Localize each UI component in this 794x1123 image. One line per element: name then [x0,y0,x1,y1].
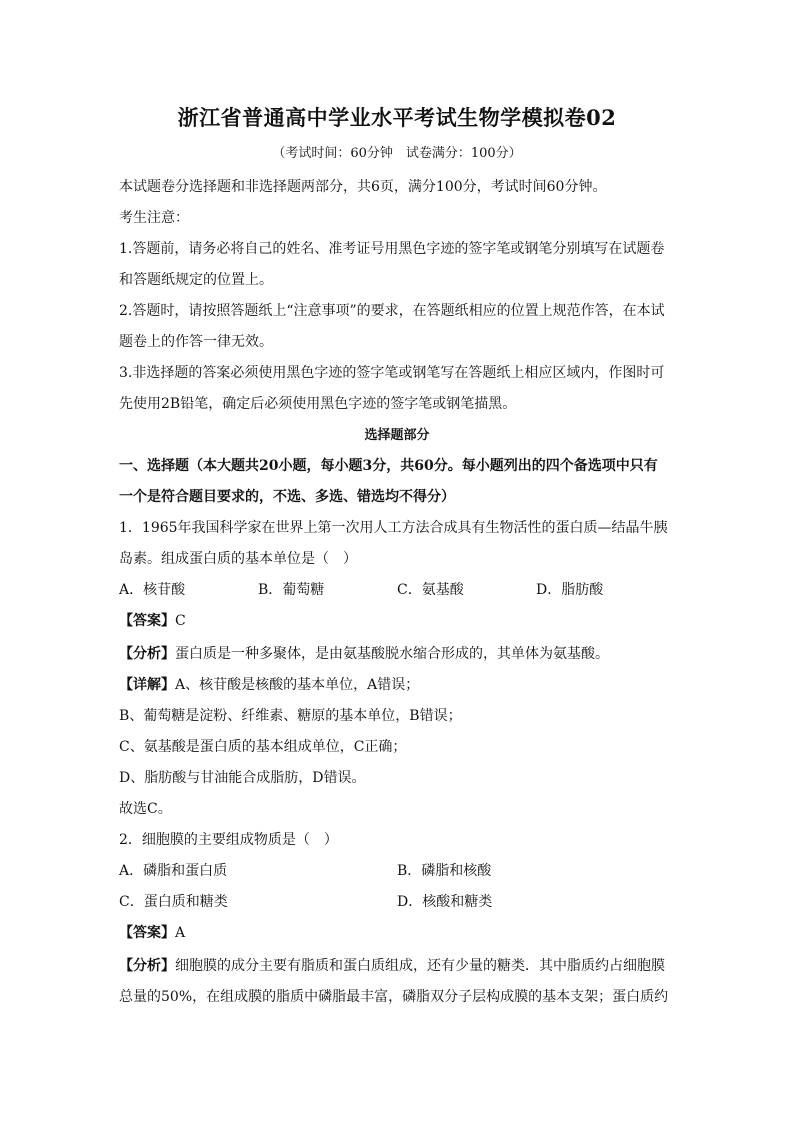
question-2-stem: 2．细胞膜的主要组成物质是（ ） [119,832,338,848]
page-title: 浙江省普通高中学业水平考试生物学模拟卷02 [177,105,617,130]
notice-item-3-line-1: 3.非选择题的答案必须使用黑色字迹的签字笔或钢笔写在答题纸上相应区域内，作图时可 [119,365,665,381]
notice-item-2-line-1: 2.答题时，请按照答题纸上“注意事项”的要求，在答题纸相应的位置上规范作答，在本试 [119,303,665,319]
question-1-option-c: C．氨基酸 [397,582,464,598]
notice-item-1-line-1: 1.答题前，请务必将自己的姓名、准考证号用黑色字迹的签字笔或钢笔分别填写在试题卷 [119,241,665,257]
exam-info: （考试时间：60分钟 试卷满分：100分） [272,146,522,161]
detail-label: 【详解】 [119,677,175,693]
notice-heading: 考生注意： [119,210,189,226]
answer-value: A [175,925,186,941]
analysis-text: 蛋白质是一种多聚体，是由氨基酸脱水缩合形成的，其单体为氨基酸。 [175,646,609,662]
question-2-option-c: C．蛋白质和糖类 [119,894,228,910]
answer-label: 【答案】 [119,613,175,629]
question-1-detail-d: D、脂肪酸与甘油能合成脂肪，D错误。 [119,770,366,786]
question-2-analysis-line-2: 总量的50%，在组成膜的脂质中磷脂最丰富，磷脂双分子层构成膜的基本支架；蛋白质约 [119,989,669,1005]
answer-label: 【答案】 [119,925,175,941]
analysis-label: 【分析】 [119,958,175,974]
section-heading-line-1: 一、选择题（本大题共20小题，每小题3分，共60分。每小题列出的四个备选项中只有 [119,458,658,474]
question-1-detail-b: B、葡萄糖是淀粉、纤维素、糖原的基本单位，B错误； [119,708,462,724]
question-1-analysis [119,644,679,664]
question-1-answer [119,611,679,631]
question-2-option-d: D．核酸和糖类 [397,894,493,910]
question-1-option-a: A．核苷酸 [119,582,186,598]
answer-value: C [175,613,186,629]
detail-text-a: A、核苷酸是核酸的基本单位，A错误； [175,677,420,693]
question-1-stem-line-2: 岛素。组成蛋白质的基本单位是（ ） [119,551,357,567]
question-1-option-d: D．脂肪酸 [536,582,604,598]
question-2-option-a: A．磷脂和蛋白质 [119,863,228,879]
notice-item-2-line-2: 题卷上的作答一律无效。 [119,334,273,350]
question-1-conclusion: 故选C。 [119,801,172,817]
section-heading-line-2: 一个是符合题目要求的，不选、多选、错选均不得分） [119,489,455,505]
question-1-stem-line-1: 1．1965年我国科学家在世界上第一次用人工方法合成具有生物活性的蛋白质—结晶牛胰 [119,520,668,536]
notice-item-1-line-2: 和答题纸规定的位置上。 [119,272,273,288]
notice-item-3-line-2: 先使用2B铅笔，确定后必须使用黑色字迹的签字笔或钢笔描黑。 [119,396,517,412]
question-1-detail-a [119,675,679,695]
question-2-answer [119,923,679,943]
intro-text: 本试题卷分选择题和非选择题两部分，共6页，满分100分，考试时间60分钟。 [119,179,607,195]
question-2-option-b: B．磷脂和核酸 [397,863,492,879]
section-title: 选择题部分 [364,428,430,443]
question-1-option-b: B．葡萄糖 [258,582,325,598]
analysis-label: 【分析】 [119,646,175,662]
question-1-detail-c: C、氨基酸是蛋白质的基本组成单位，C正确； [119,739,407,755]
question-2-analysis-line-1 [119,956,679,976]
analysis-text: 细胞膜的成分主要有脂质和蛋白质组成，还有少量的糖类．其中脂质约占细胞膜 [175,958,665,974]
